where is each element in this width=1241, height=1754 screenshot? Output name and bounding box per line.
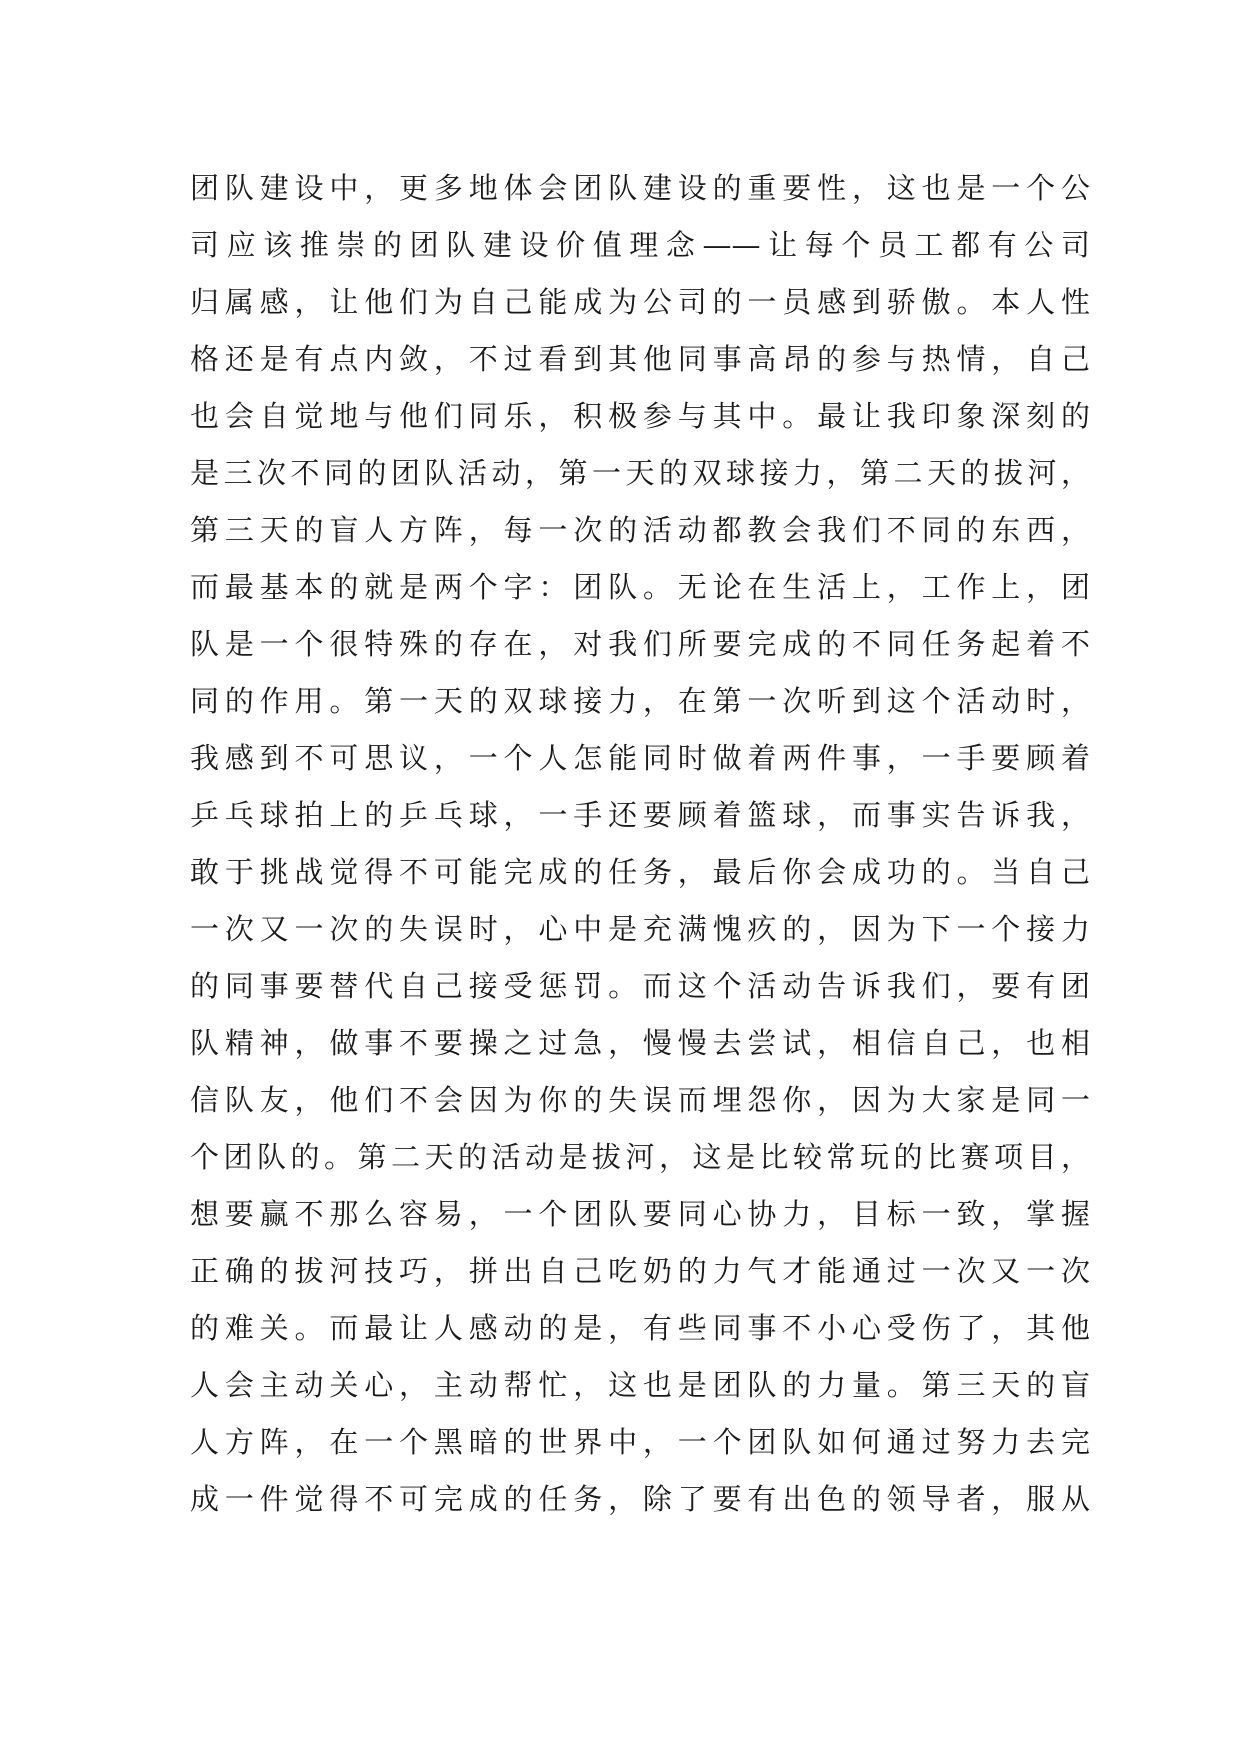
text-line: 人方阵，在一个黑暗的世界中，一个团队如何通过努力去完 (190, 1425, 1090, 1459)
text-line: 正确的拔河技巧，拼出自己吃奶的力气才能通过一次又一次 (190, 1254, 1090, 1288)
body-text (190, 160, 1090, 1528)
text-line: 同的作用。第一天的双球接力，在第一次听到这个活动时， (190, 684, 1090, 718)
text-line: 队是一个很特殊的存在，对我们所要完成的不同任务起着不 (190, 627, 1090, 661)
text-line: 也会自觉地与他们同乐，积极参与其中。最让我印象深刻的 (190, 399, 1090, 433)
text-line: 人会主动关心，主动帮忙，这也是团队的力量。第三天的盲 (190, 1368, 1090, 1402)
text-line: 第三天的盲人方阵，每一次的活动都教会我们不同的东西， (190, 513, 1090, 547)
text-line: 一次又一次的失误时，心中是充满愧疚的，因为下一个接力 (190, 912, 1090, 946)
text-line: 而最基本的就是两个字：团队。无论在生活上，工作上，团 (190, 570, 1090, 604)
text-line: 个团队的。第二天的活动是拔河，这是比较常玩的比赛项目， (190, 1140, 1090, 1174)
text-line: 归属感，让他们为自己能成为公司的一员感到骄傲。本人性 (190, 285, 1090, 319)
text-line: 队精神，做事不要操之过急，慢慢去尝试，相信自己，也相 (190, 1026, 1090, 1060)
text-line: 是三次不同的团队活动，第一天的双球接力，第二天的拔河， (190, 456, 1090, 490)
text-line: 想要赢不那么容易，一个团队要同心协力，目标一致，掌握 (190, 1197, 1090, 1231)
text-line: 司应该推崇的团队建设价值理念——让每个员工都有公司 (190, 228, 1090, 262)
text-line: 敢于挑战觉得不可能完成的任务，最后你会成功的。当自己 (190, 855, 1090, 889)
text-line: 的同事要替代自己接受惩罚。而这个活动告诉我们，要有团 (190, 969, 1090, 1003)
text-line: 信队友，他们不会因为你的失误而埋怨你，因为大家是同一 (190, 1083, 1090, 1117)
text-line: 我感到不可思议，一个人怎能同时做着两件事，一手要顾着 (190, 741, 1090, 775)
text-line: 团队建设中，更多地体会团队建设的重要性，这也是一个公 (190, 171, 1090, 205)
text-line: 格还是有点内敛，不过看到其他同事高昂的参与热情，自己 (190, 342, 1090, 376)
text-line: 乒乓球拍上的乒乓球，一手还要顾着篮球，而事实告诉我， (190, 798, 1090, 832)
text-line: 成一件觉得不可完成的任务，除了要有出色的领导者，服从 (190, 1482, 1090, 1516)
text-line: 的难关。而最让人感动的是，有些同事不小心受伤了，其他 (190, 1311, 1090, 1345)
